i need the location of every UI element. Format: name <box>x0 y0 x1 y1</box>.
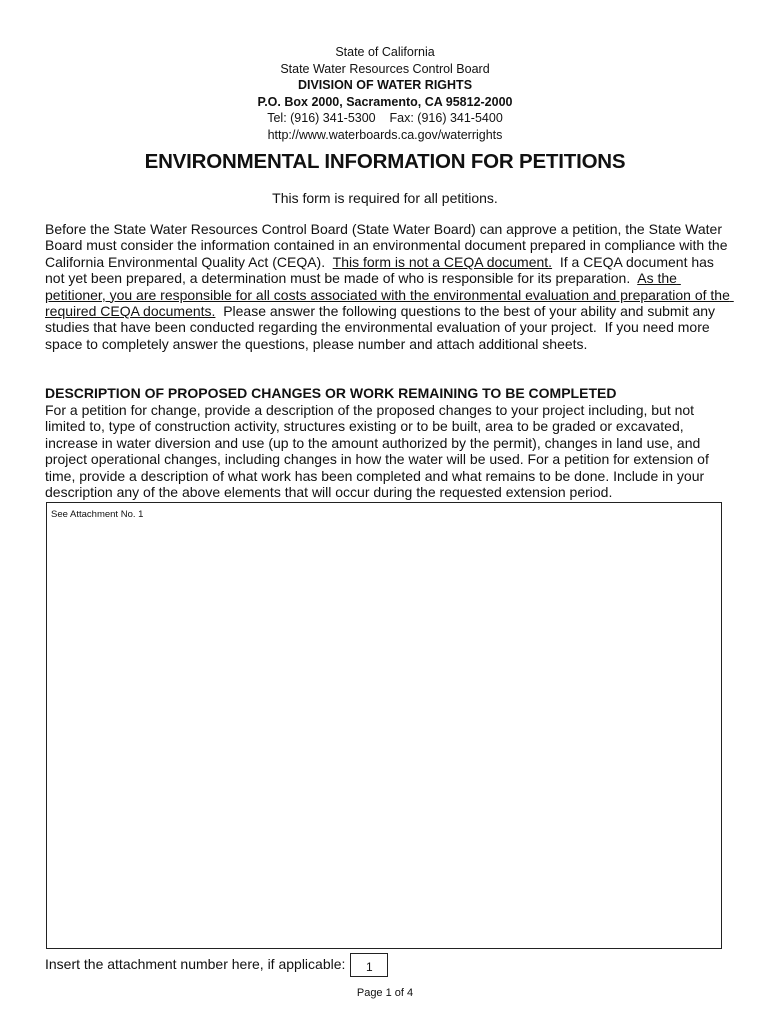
page-title: ENVIRONMENTAL INFORMATION FOR PETITIONS <box>144 150 626 173</box>
section-heading: DESCRIPTION OF PROPOSED CHANGES OR WORK REMAINING TO BE COMPLETED <box>45 385 617 401</box>
section-instructions: For a petition for change, provide a description of the proposed changes to your project including, but not limited to, type of construction activity, structures existing or to be built, area to be graded or excavated, increase in water diversion and use (up to the amount authorized by the permit), changes in land use, and project operational changes, including changes in how the water will be used. For a petition for extension of time, provide a description of what work has been completed and what remains to be done. Include in your description any of the above elements that will occur during the requested extension period. <box>45 402 709 501</box>
description-answer-value: See Attachment No. 1 <box>51 509 144 520</box>
intro-text-1: Before the State Water Resources Control Board (State Water Board) can approve a petition, the State Water Board must consider the information contained in an environmental document prepared in compliance with the California Environmental Quality Act (CEQA). <box>45 221 732 270</box>
intro-text-2: If a CEQA document has not yet been prepared, a determination must be made of who is responsible for its preparation. <box>45 253 718 287</box>
header-division: DIVISION OF WATER RIGHTS <box>297 78 473 93</box>
intro-text-3: Please answer the following questions to the best of your ability and submit any studies that have been conducted regarding the environmental evaluation of your project. If you need more space to completely answer the questions, please number and attach additional sheets. <box>45 303 719 352</box>
intro-underline-1: This form is not a CEQA document. <box>332 253 553 270</box>
intro-underline-2: As the petitioner, you are responsible for all costs associated with the environmental evaluation and preparation of the required CEQA documents. <box>45 270 734 320</box>
header-phone-fax: Tel: (916) 341-5300 Fax: (916) 341-5400 <box>267 111 503 126</box>
header-website: http://www.waterboards.ca.gov/waterrights <box>267 127 503 142</box>
intro-paragraph <box>45 221 735 352</box>
attachment-number-value: 1 <box>366 960 373 974</box>
page-number: Page 1 of 4 <box>356 987 414 999</box>
attachment-number-label: Insert the attachment number here, if applicable: <box>45 956 346 972</box>
attachment-number-field[interactable] <box>350 953 388 977</box>
header-board: State Water Resources Control Board <box>280 61 490 76</box>
required-note: This form is required for all petitions. <box>272 190 498 206</box>
header-state: State of California <box>335 45 435 59</box>
header-address: P.O. Box 2000, Sacramento, CA 95812-2000 <box>257 94 513 109</box>
form-header <box>0 44 770 144</box>
description-answer-field[interactable] <box>46 502 722 949</box>
